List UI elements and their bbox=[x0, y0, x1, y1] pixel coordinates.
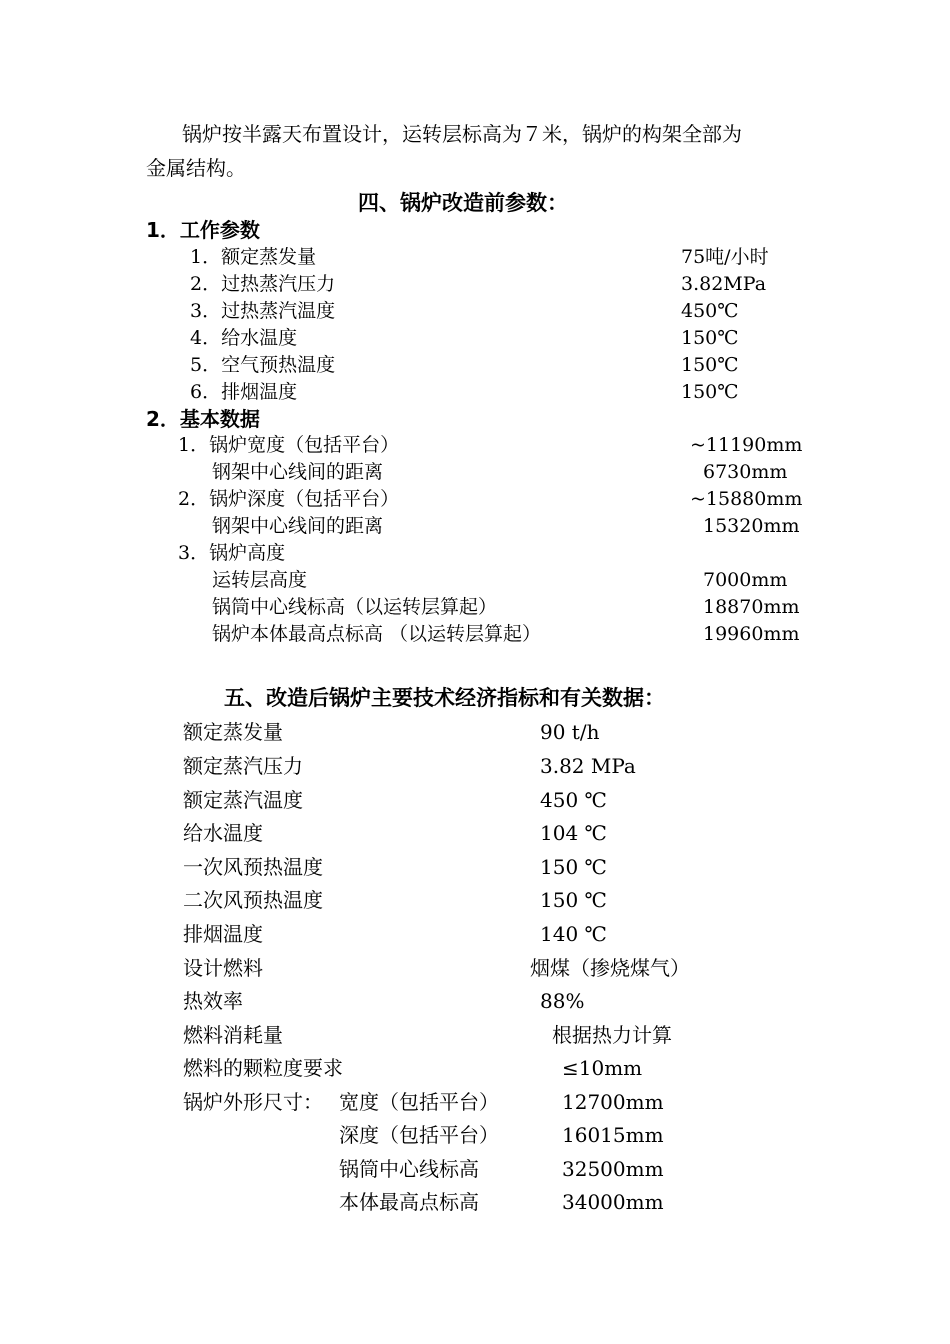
data-label: 1．锅炉宽度（包括平台） bbox=[178, 434, 400, 456]
section4-group2-title: 2．基本数据 bbox=[146, 407, 260, 431]
spec-value: 3.82 MPa bbox=[540, 754, 636, 778]
spec-label: 额定蒸汽压力 bbox=[183, 754, 303, 778]
param-label: 2．过热蒸汽压力 bbox=[190, 273, 336, 295]
spec-value: 150 ℃ bbox=[540, 855, 607, 879]
intro-line-2: 金属结构。 bbox=[146, 156, 246, 180]
param-label: 1．额定蒸发量 bbox=[190, 246, 317, 268]
param-label: 5．空气预热温度 bbox=[190, 354, 336, 376]
spec-value: 450 ℃ bbox=[540, 788, 607, 812]
dimension-value: 16015mm bbox=[562, 1123, 664, 1147]
spec-label: 排烟温度 bbox=[183, 922, 263, 946]
spec-label: 设计燃料 bbox=[183, 956, 263, 980]
spec-value: 140 ℃ bbox=[540, 922, 607, 946]
param-label: 6．排烟温度 bbox=[190, 381, 298, 403]
data-value: 18870mm bbox=[703, 596, 800, 618]
param-label: 4．给水温度 bbox=[190, 327, 298, 349]
spec-label: 燃料的颗粒度要求 bbox=[183, 1056, 343, 1080]
param-value: 3.82MPa bbox=[681, 273, 767, 295]
spec-label: 额定蒸汽温度 bbox=[183, 788, 303, 812]
data-value: 15320mm bbox=[703, 515, 800, 537]
data-label: 运转层高度 bbox=[212, 569, 308, 591]
spec-label: 二次风预热温度 bbox=[183, 888, 323, 912]
param-value: 150℃ bbox=[681, 327, 739, 349]
dimension-value: 34000mm bbox=[562, 1190, 664, 1214]
data-label: 锅炉本体最高点标高 （以运转层算起） bbox=[212, 623, 542, 645]
dimension-label: 锅筒中心线标高 bbox=[339, 1157, 479, 1181]
spec-label: 额定蒸发量 bbox=[183, 720, 283, 744]
data-value: ~15880mm bbox=[690, 488, 803, 510]
dimensions-label: 锅炉外形尺寸： bbox=[183, 1090, 323, 1114]
spec-value: 烟煤（掺烧煤气） bbox=[530, 956, 690, 980]
spec-value: ≤10mm bbox=[562, 1056, 643, 1080]
section4-group1-title: 1．工作参数 bbox=[146, 218, 260, 242]
data-label: 钢架中心线间的距离 bbox=[212, 461, 384, 483]
data-label: 3．锅炉高度 bbox=[178, 542, 286, 564]
intro-line-1: 锅炉按半露天布置设计，运转层标高为７米，锅炉的构架全部为 bbox=[182, 122, 742, 146]
dimension-value: 32500mm bbox=[562, 1157, 664, 1181]
param-value: 150℃ bbox=[681, 354, 739, 376]
data-value: ~11190mm bbox=[690, 434, 803, 456]
dimension-label: 本体最高点标高 bbox=[339, 1190, 479, 1214]
data-label: 2．锅炉深度（包括平台） bbox=[178, 488, 400, 510]
param-label: 3．过热蒸汽温度 bbox=[190, 300, 336, 322]
spec-value: 88% bbox=[540, 989, 585, 1013]
data-value: 7000mm bbox=[703, 569, 788, 591]
spec-value: 90 t/h bbox=[540, 720, 600, 744]
spec-label: 给水温度 bbox=[183, 821, 263, 845]
data-value: 6730mm bbox=[703, 461, 788, 483]
spec-value: 150 ℃ bbox=[540, 888, 607, 912]
spec-value: 104 ℃ bbox=[540, 821, 607, 845]
data-label: 锅筒中心线标高（以运转层算起） bbox=[212, 596, 498, 618]
dimension-value: 12700mm bbox=[562, 1090, 664, 1114]
spec-label: 一次风预热温度 bbox=[183, 855, 323, 879]
dimension-label: 深度（包括平台） bbox=[339, 1123, 499, 1147]
section4-title: 四、锅炉改造前参数： bbox=[358, 191, 568, 215]
spec-label: 燃料消耗量 bbox=[183, 1023, 283, 1047]
param-value: 75吨/小时 bbox=[681, 246, 769, 268]
data-label: 钢架中心线间的距离 bbox=[212, 515, 384, 537]
data-value: 19960mm bbox=[703, 623, 800, 645]
param-value: 150℃ bbox=[681, 381, 739, 403]
param-value: 450℃ bbox=[681, 300, 739, 322]
dimension-label: 宽度（包括平台） bbox=[339, 1090, 499, 1114]
section5-title: 五、改造后锅炉主要技术经济指标和有关数据： bbox=[224, 686, 665, 710]
spec-value: 根据热力计算 bbox=[552, 1023, 672, 1047]
spec-label: 热效率 bbox=[183, 989, 243, 1013]
